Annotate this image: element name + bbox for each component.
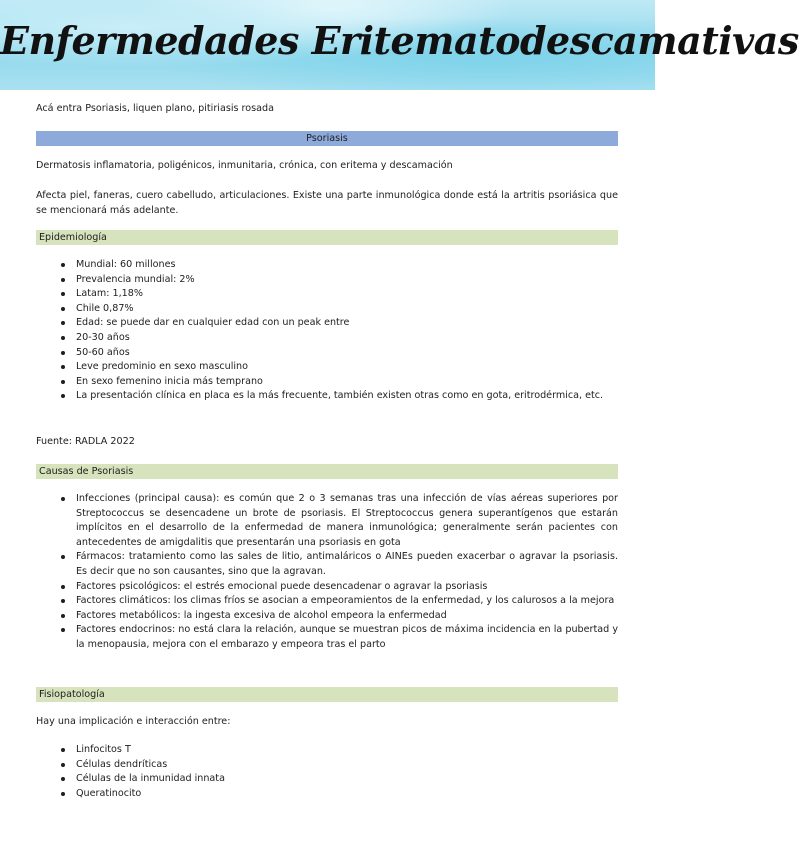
bullet-icon: [61, 614, 65, 618]
list-item: Queratinocito: [36, 787, 618, 802]
section-heading-epidemiologia: Epidemiología: [36, 230, 618, 245]
bullet-icon: [61, 307, 65, 311]
bullet-icon: [61, 748, 65, 752]
bullet-icon: [61, 321, 65, 325]
epidemiologia-list: [36, 258, 618, 404]
fisiopatologia-list: [36, 743, 618, 801]
bullet-icon: [61, 555, 65, 559]
page-title: Enfermedades Eritematodescamativas: [0, 18, 799, 63]
list-item: Chile 0,87%: [36, 302, 618, 317]
list-item: Fármacos: tratamiento como las sales de litio, antimaláricos o AINEs pueden exacerbar o agravar la psoriasis. Es decir que no son causantes, sino que la agravan.: [36, 550, 618, 579]
list-item: Factores metabólicos: la ingesta excesiva de alcohol empeora la enfermedad: [36, 609, 618, 624]
list-item: Leve predominio en sexo masculino: [36, 360, 618, 375]
bullet-icon: [61, 278, 65, 282]
bullet-icon: [61, 628, 65, 632]
list-item: 20-30 años: [36, 331, 618, 346]
list-item: Mundial: 60 millones: [36, 258, 618, 273]
list-item: Células dendríticas: [36, 758, 618, 773]
bullet-icon: [61, 585, 65, 589]
bullet-icon: [61, 497, 65, 501]
list-item: Linfocitos T: [36, 743, 618, 758]
bullet-icon: [61, 336, 65, 340]
bullet-icon: [61, 599, 65, 603]
bullet-icon: [61, 365, 65, 369]
epidemiologia-source: Fuente: RADLA 2022: [36, 436, 135, 447]
psoriasis-definition: Dermatosis inflamatoria, poligénicos, inmunitaria, crónica, con eritema y descamación: [36, 160, 453, 171]
intro-text: Acá entra Psoriasis, liquen plano, pitiriasis rosada: [36, 103, 274, 114]
bullet-icon: [61, 351, 65, 355]
bullet-icon: [61, 380, 65, 384]
section-heading-psoriasis: Psoriasis: [36, 131, 618, 146]
fisiopatologia-lead: Hay una implicación e interacción entre:: [36, 716, 231, 727]
list-item: Infecciones (principal causa): es común que 2 o 3 semanas tras una infección de vías aéreas superiores por Streptococcus se desencadene un brote de psoriasis. El Streptococcus genera superantígenos que estarán implícitos en el desarrollo de la enfermedad de manera inmunológica; generalmente serán pacientes con antecedentes de amigdalitis que presentarán una psoriasis en gota: [36, 492, 618, 550]
bullet-icon: [61, 263, 65, 267]
bullet-icon: [61, 292, 65, 296]
list-item: 50-60 años: [36, 346, 618, 361]
list-item: Factores endocrinos: no está clara la relación, aunque se muestran picos de máxima incidencia en la pubertad y la menopausia, mejora con el embarazo y empeora tras el parto: [36, 623, 618, 652]
bullet-icon: [61, 763, 65, 767]
list-item: Células de la inmunidad innata: [36, 772, 618, 787]
causas-list: [36, 492, 618, 653]
list-item: En sexo femenino inicia más temprano: [36, 375, 618, 390]
bullet-icon: [61, 777, 65, 781]
section-heading-causas: Causas de Psoriasis: [36, 464, 618, 479]
list-item: La presentación clínica en placa es la más frecuente, también existen otras como en gota, eritrodérmica, etc.: [36, 389, 618, 404]
header-banner: [0, 0, 799, 90]
list-item: Factores psicológicos: el estrés emocional puede desencadenar o agravar la psoriasis: [36, 580, 618, 595]
list-item: Prevalencia mundial: 2%: [36, 273, 618, 288]
list-item: Factores climáticos: los climas fríos se asocian a empeoramientos de la enfermedad, y los calurosos a la mejora: [36, 594, 618, 609]
list-item: Edad: se puede dar en cualquier edad con un peak entre: [36, 316, 618, 331]
psoriasis-affects: Afecta piel, faneras, cuero cabelludo, articulaciones. Existe una parte inmunológica donde está la artritis psoriásica que se mencionará más adelante.: [36, 190, 618, 216]
section-heading-fisiopatologia: Fisiopatología: [36, 687, 618, 702]
list-item: Latam: 1,18%: [36, 287, 618, 302]
bullet-icon: [61, 394, 65, 398]
bullet-icon: [61, 792, 65, 796]
